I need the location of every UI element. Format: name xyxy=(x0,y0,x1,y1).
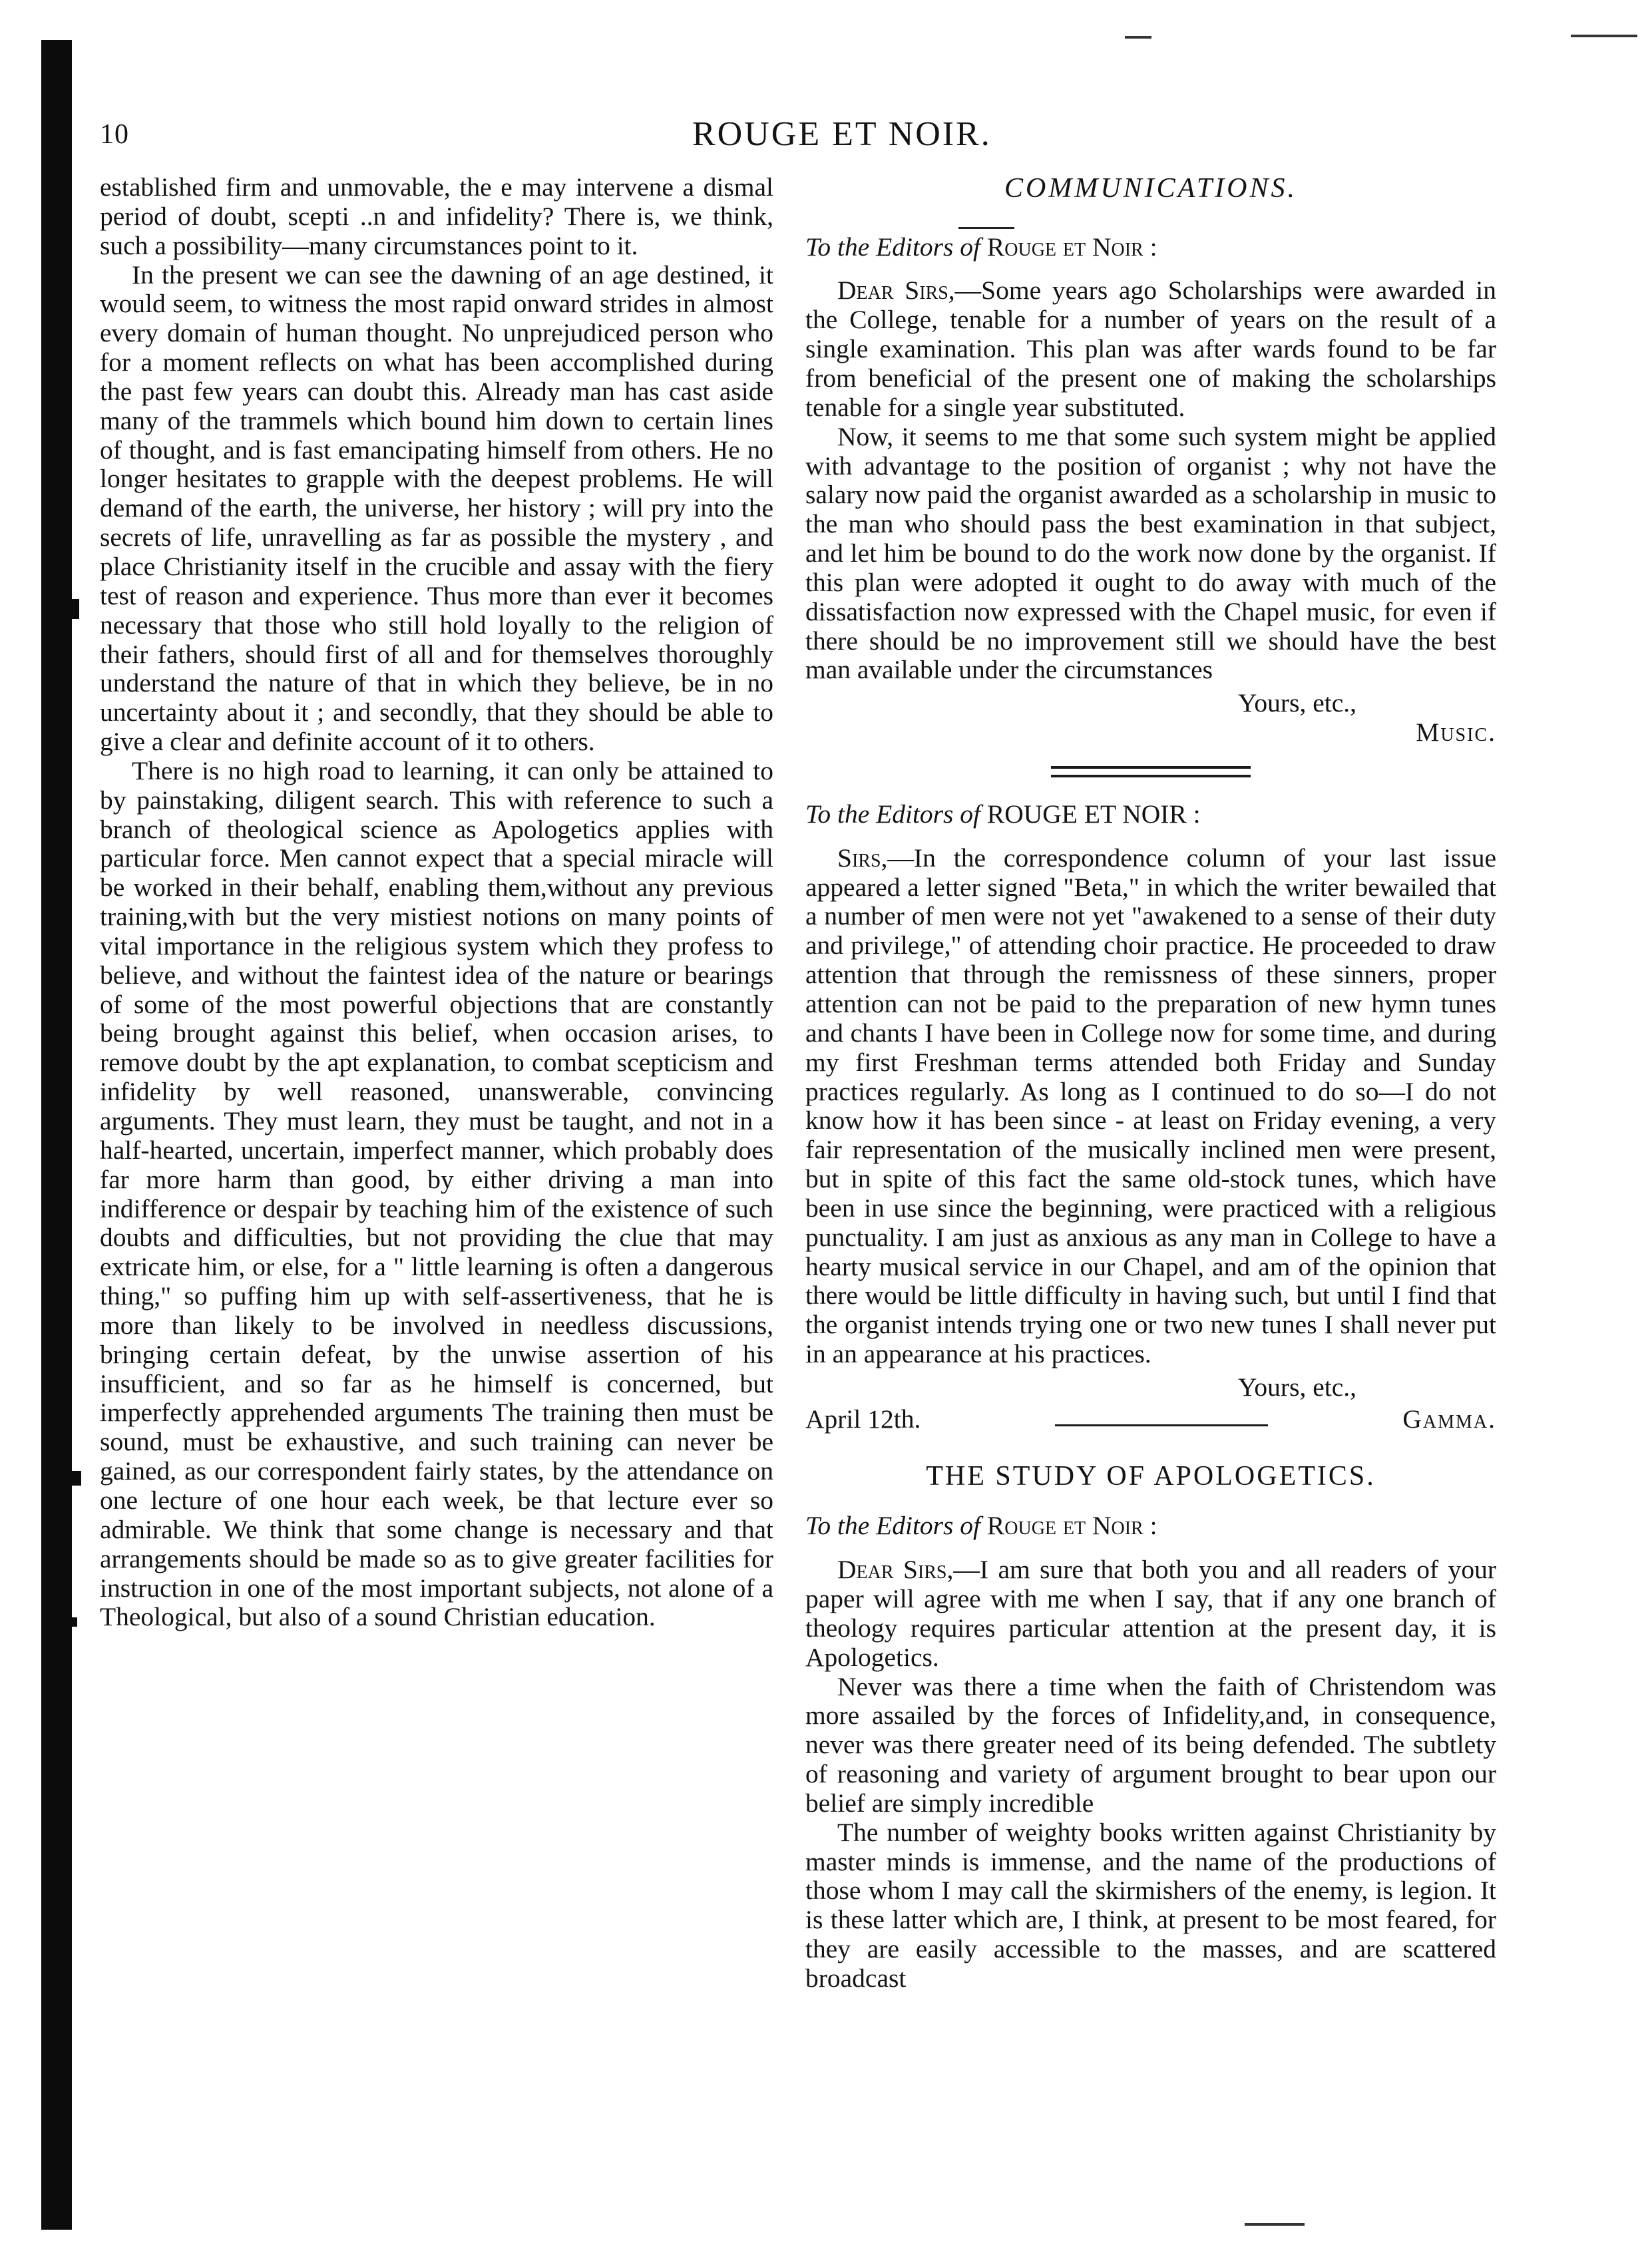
page-number: 10 xyxy=(100,119,129,150)
letter-closing: Yours, etc., xyxy=(1237,688,1356,718)
letter-text: —In the correspondence column of your last issue appeared a letter signed "Beta," in which the writer bewailed that a number of men were not yet "awakened to a sense of their duty and privilege," of attending choir practice. He proceeded to draw attention that through the remissness of these sinners, proper attention can not be paid to the preparation of new hymn tunes and chants I have been in College now for some time, and during my first Freshman terms attended both Friday and Sunday practices regularly. As long as I continued to do so—I do not know how it has been since - at least on Friday evening, a very fair representation of the musically inclined men were present, but in spite of this fact the same old-stock tunes, which have been in use since the beginning, were practiced with a religious punctuality. I am just as anxious as any man in College to have a hearty musical service in our Chapel, and am of the opinion that there would be little difficulty in having such, but until I find that the organist intends trying one or two new tunes I shall never put in an appearance at his practices. xyxy=(805,843,1496,1369)
letter-text: —I am sure that both you and all readers of your paper will agree with me when I say, that if any one branch of theology requires particular attention at the present day, it is Apologetics. xyxy=(805,1555,1496,1672)
letter-addressee xyxy=(805,233,1496,262)
divider xyxy=(958,227,1014,229)
letter-paragraph xyxy=(805,276,1496,422)
letter-addressee xyxy=(805,800,1496,829)
addressee-prefix: To the Editors of xyxy=(805,1511,981,1541)
letter-paragraph: Now, it seems to me that some such system might be applied with advantage to the position of organist ; why not have the salary now paid the organist awarded as a scholarship in music to the man who should pass the best examination in that subject, and let him be bound to do the work now done by the organist. If this plan were adopted it ought to do away with much of the dissatisfaction now expressed with the Chapel music, for even if there should be no improvement still we should have the best man available under the circumstances xyxy=(805,421,1496,685)
addressee-prefix: To the Editors of xyxy=(805,799,981,829)
spine-notch xyxy=(67,1471,81,1486)
letter xyxy=(805,800,1496,1434)
letter-signature: Gamma. xyxy=(1402,1404,1496,1434)
spine-notch xyxy=(70,599,79,619)
left-column xyxy=(100,173,773,1632)
binding-spine xyxy=(41,40,72,2230)
letter-signature: Music. xyxy=(1416,717,1496,747)
letter-paragraph xyxy=(805,844,1496,1369)
letter xyxy=(805,1512,1496,1993)
right-column xyxy=(805,173,1496,1993)
body-paragraph: In the present we can see the dawning of an age destined, it would seem, to witness the most rapid onward strides in almost every domain of human thought. No unprejudiced person who for a moment reflects on what has been accomplished during the past few years can doubt this. Already man has cast aside many of the trammels which bound him down to certain lines of thought, and is fast emancipating himself from others. He no longer hesitates to grapple with the deepest problems. He will demand of the earth, the universe, her history ; will pry into the secrets of life, unravelling as far as possible the mystery , and place Christianity itself in the crucible and assay with the fiery test of reason and experience. Thus more than ever it becomes necessary that those who still hold loyally to the religion of their fathers, should first of all and for themselves thoroughly understand the nature of that in which they believe, be in no uncertainty about it ; and secondly, that they should be able to give a clear and definite account of it to others. xyxy=(100,260,773,757)
letter-date: April 12th. xyxy=(805,1404,921,1434)
article-heading: THE STUDY OF APOLOGETICS. xyxy=(926,1460,1376,1492)
letter-paragraph: Never was there a time when the faith of Christendom was more assailed by the forces of Infidelity,and, in consequence, never was there greater need of its being defended. The subtlety of reasoning and variety of argument brought to bear upon our belief are simply incredible xyxy=(805,1671,1496,1818)
salutation: Sirs, xyxy=(837,843,888,873)
journal-title: ROUGE ET NOIR. xyxy=(692,115,992,153)
letter-text: —Some years ago Scholarships were awarded in the College, tenable for a number of years on the result of a single examination. This plan was after wards found to be far from beneficial of the present one of making the scholarships tenable for a single year substituted. xyxy=(805,276,1496,422)
letter-paragraph: The number of weighty books written against Christianity by master minds is immense, and the name of the productions of those whom I may call the skirmishers of the enemy, is legion. It is these latter which are, I think, at present to be most feared, for they are easily accessible to the masses, and are scattered broadcast xyxy=(805,1817,1496,1993)
letter-paragraph xyxy=(805,1555,1496,1672)
scan-noise-mark xyxy=(1125,36,1151,39)
letter-closing: Yours, etc., xyxy=(1237,1372,1356,1402)
addressee-paper: ROUGE ET NOIR : xyxy=(986,799,1201,829)
addressee-prefix: To the Editors of xyxy=(805,232,981,262)
salutation: Dear Sirs, xyxy=(837,1555,954,1585)
scan-noise-mark xyxy=(1245,2223,1305,2226)
scan-noise-mark xyxy=(1571,35,1637,37)
divider xyxy=(1055,1424,1268,1426)
letter xyxy=(805,233,1496,747)
spine-notch xyxy=(67,1617,77,1627)
letter-dateline xyxy=(805,1405,1496,1434)
body-paragraph: There is no high road to learning, it can only be attained to by painstaking, diligent search. This with reference to such a branch of theological science as Apologetics applies with particular force. Men cannot expect that a special miracle will be worked in their behalf, enabling them,without any previous training,with but the very mistiest notions on many points of vital importance in the religious system which they profess to believe, and without the faintest idea of the nature or bearings of some of the most powerful objections that are constantly being brought against this belief, when occasion arises, to remove doubt by the apt explanation, to combat scepticism and infidelity by well reasoned, unanswerable, convincing arguments. They must learn, they must be taught, and not in a half-hearted, uncertain, imperfect manner, which probably does far more harm than good, by either driving a man into indifference or despair by teaching him of the existence of such doubts and difficulties, but not providing the clue that may extricate him, or else, for a " little learning is often a dangerous thing," so puffing him up with self-assertiveness, that he is more than likely to be involved in needless discussions, bringing certain defeat, by the unwise assertion of his insufficient, and so far as he himself is concerned, but imperfectly apprehended arguments The training then must be sound, must be exhaustive, and such training can never be gained, as our correspondent fairly states, by the attendance on one lecture of one hour each week, be that lecture ever so admirable. We think that some change is necessary and that arrangements should be made so as to give greater facilities for instruction in one of the most important subjects, not alone of a Theological, but also of a sound Christian education. xyxy=(100,755,773,1632)
section-heading: COMMUNICATIONS. xyxy=(1004,173,1297,204)
double-divider xyxy=(1051,766,1251,777)
body-paragraph: established firm and unmovable, the e may intervene a dismal period of doubt, scepti ..n and infidelity? There is, we think, such a possibility—many circumstances point to it. xyxy=(100,172,773,260)
addressee-paper: Rouge et Noir : xyxy=(986,1511,1157,1541)
salutation: Dear Sirs, xyxy=(837,276,955,306)
letter-addressee xyxy=(805,1512,1496,1541)
addressee-paper: Rouge et Noir : xyxy=(986,232,1157,262)
